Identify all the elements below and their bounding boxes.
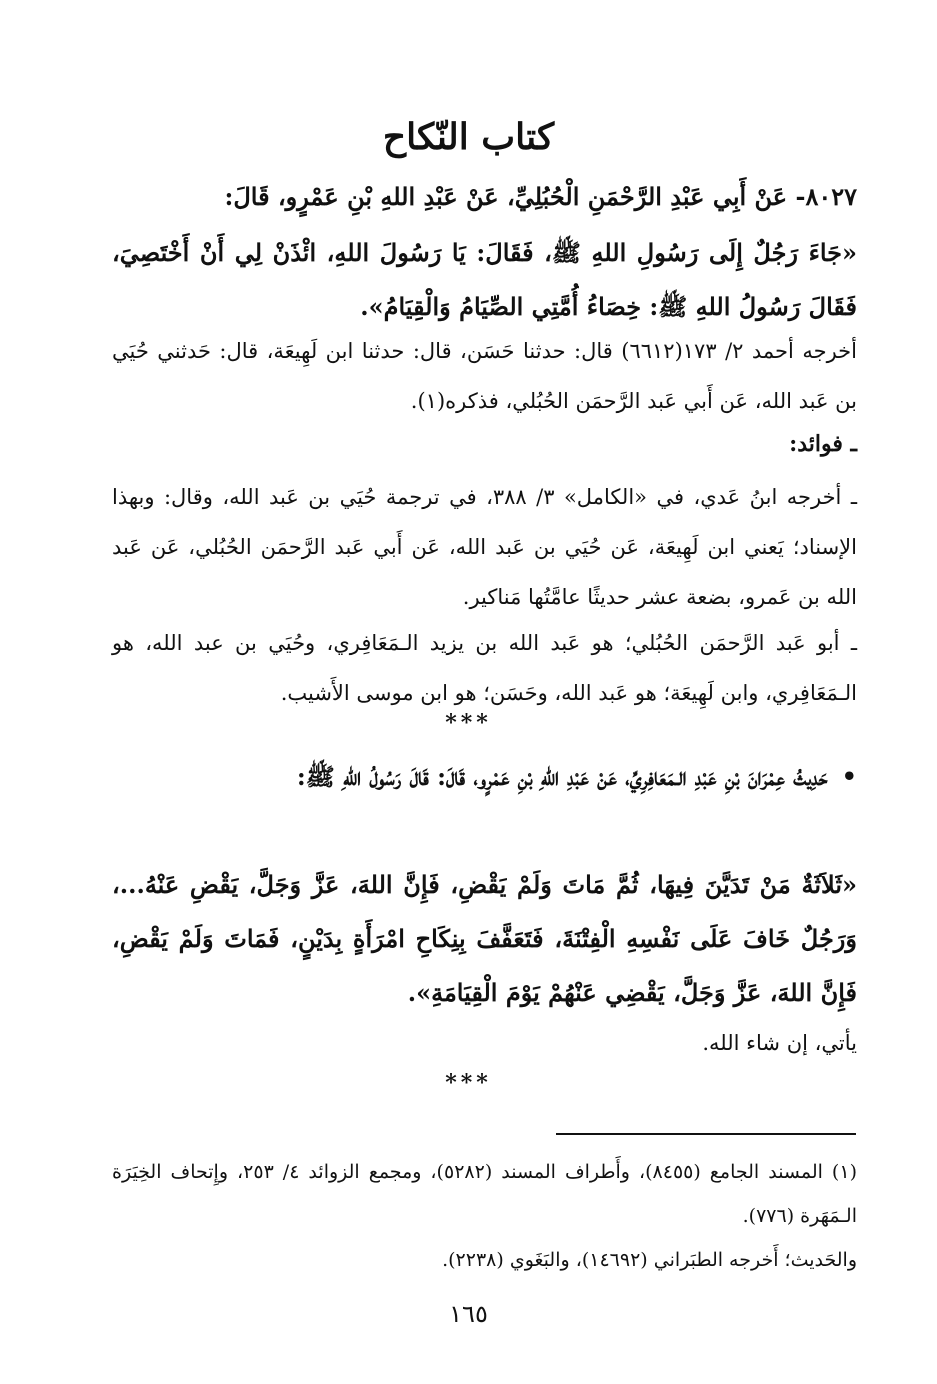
hadith-isnad: ٨٠٢٧- عَنْ أَبِي عَبْدِ الرَّحْمَنِ الْحُبُلِيِّ، عَنْ عَبْدِ اللهِ بْنِ عَمْرٍو، قَالَ: [224,182,857,211]
benefits-heading: ـ فوائد: [789,431,857,457]
section-separator: *** [445,1070,492,1096]
hadith-source: أخرجه أحمد ٢/ ١٧٣(٦٦١٢) قال: حدثنا حَسَن، قال: حدثنا ابن لَهِيعَة، قال: حَدثني حُيَي بن عَبد الله، عَن أَبي عَبد الرَّحمَن الحُبُلي، فذكره(١). [112,339,857,413]
cross-reference-note: يأتي، إن شاء الله. [702,1031,857,1055]
bullet-icon: • [841,762,857,791]
benefits-paragraph: ـ أخرجه ابنُ عَدي، في «الكامل» ٣/ ٣٨٨، في ترجمة حُيَي بن عَبد الله، وقال: وبهذا الإسناد؛ يَعني ابن لَهِيعَة، عَن حُيَي بن عَبد الله، عَن أَبي عَبد الرَّحمَن الحُبُلي، عَن عَبد الله بن عَمرو، بضعة عشر حديثًا عامَّتُها مَناكير. [112,485,857,609]
section-separator: *** [445,710,492,736]
footnote: (١) المسند الجامع (٨٤٥٥)، وأَطراف المسند (٥٢٨٢)، ومجمع الزوائد ٤/ ٢٥٣، وإِتحاف الخِيَرَة الـمَهَرة (٧٧٦). [112,1161,857,1227]
hadith-isnad-text: حَدِيثُ عِمْرَانَ بْنِ عَبْدِ الـمَعَافِرِيِّ، عَنْ عَبْدِ اللهِ بْنِ عَمْرٍو، قَالَ: قَالَ رَسُولُ اللهِ ﷺ: [296,762,828,791]
benefits-paragraph: ـ أبو عَبد الرَّحمَن الحُبُلي؛ هو عَبد الله بن يزيد الـمَعَافِري، وحُيَي بن عبد الله، هو الـمَعَافِري، وابن لَهِيعَة؛ هو عَبد الله، وحَسَن؛ هو ابن موسى الأَشيب. [112,631,857,705]
hadith-matn: «ثَلاَثَةٌ مَنْ تَدَيَّنَ فِيهَا، ثُمَّ مَاتَ وَلَمْ يَقْضِ، فَإِنَّ اللهَ، عَزَّ وَجَلَّ، يَقْضِ عَنْهُ...، وَرَجُلٌ خَافَ عَلَى نَفْسِهِ الْفِتْنَةَ، فَتَعَفَّفَ بِنِكَاحِ امْرَأَةٍ بِدَيْنٍ، فَمَاتَ وَلَمْ يَقْضِ، فَإِنَّ اللهَ، عَزَّ وَجَلَّ، يَقْضِي عَنْهُمْ يَوْمَ الْقِيَامَةِ». [112,870,857,1007]
hadith-matn: «جَاءَ رَجُلٌ إِلَى رَسُولِ اللهِ ﷺ، فَقَالَ: يَا رَسُولَ اللهِ، ائْذَنْ لِي أَنْ أَخْتَصِيَ، فَقَالَ رَسُولُ اللهِ ﷺ: خِصَاءُ أُمَّتِي الصِّيَامُ وَالْقِيَامُ». [112,238,857,321]
hadith-isnad [112,750,857,804]
chapter-title: كتاب النّكاح [382,116,555,158]
page-number: ١٦٥ [449,1300,488,1328]
footnote-divider [556,1133,856,1135]
footnote: والحَديث؛ أَخرجه الطبَراني (١٤٦٩٢)، والبَغَوي (٢٢٣٨). [442,1249,857,1271]
